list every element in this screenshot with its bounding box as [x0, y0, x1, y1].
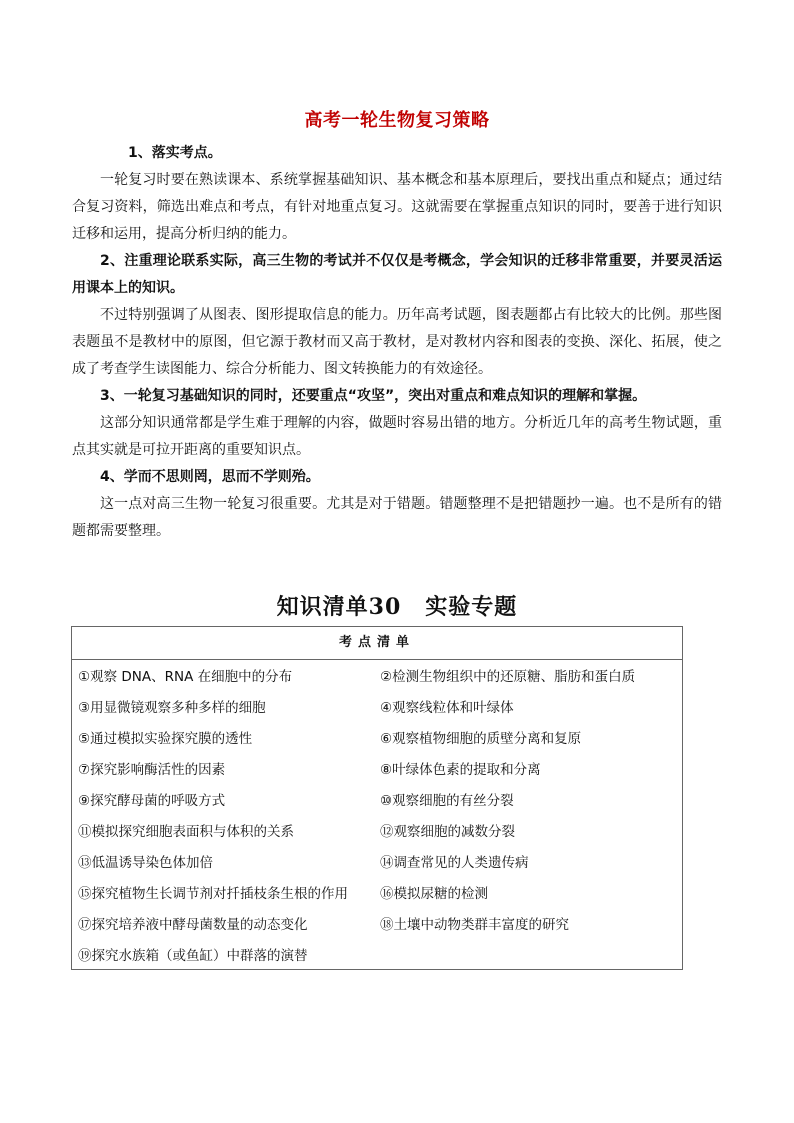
table-cell: ⑫观察细胞的减数分裂 [380, 824, 515, 840]
table-cell: ②检测生物组织中的还原糖、脂肪和蛋白质 [380, 669, 636, 685]
section-4-body: 这一点对高三生物一轮复习很重要。尤其是对于错题。错题整理不是把错题抄一遍。也不是所有的错题都需要整理。 [72, 496, 722, 539]
knowledge-list-table [71, 626, 683, 970]
table-cell: ⑤通过模拟实验探究膜的透性 [78, 731, 253, 747]
table-row [72, 691, 682, 722]
table-cell: ④观察线粒体和叶绿体 [380, 700, 514, 716]
section-1-body: 一轮复习时要在熟读课本、系统掌握基础知识、基本概念和基本原理后，要找出重点和疑点；通过结合复习资料，筛选出难点和考点，有针对地重点复习。这就需要在掌握重点知识的同时，要善于进行知识迁移和运用，提高分析归纳的能力。 [72, 172, 722, 242]
knowledge-list-title-main: 知识清单30 [276, 594, 402, 620]
table-cell: ⑪模拟探究细胞表面积与体积的关系 [78, 824, 294, 840]
knowledge-list-title [0, 590, 794, 621]
table-row [72, 784, 682, 815]
table-cell: ⑱土壤中动物类群丰富度的研究 [380, 917, 569, 933]
knowledge-list-table-header: 考点清单 [72, 627, 682, 660]
section-1-heading-text: 1、落实考点。 [128, 145, 222, 161]
table-row [72, 753, 682, 784]
table-row [72, 908, 682, 939]
table-cell: ⑲探究水族箱（或鱼缸）中群落的演替 [78, 948, 308, 964]
table-cell: ①观察 DNA、RNA 在细胞中的分布 [78, 669, 293, 685]
section-3-heading: 3、一轮复习基础知识的同时，还要重点“攻坚”，突出对重点和难点知识的理解和掌握。 [100, 388, 647, 404]
table-cell: ⑧叶绿体色素的提取和分离 [380, 762, 541, 778]
section-4-heading: 4、学而不思则罔，思而不学则殆。 [100, 469, 320, 485]
table-cell: ⑩观察细胞的有丝分裂 [380, 793, 514, 809]
table-cell: ⑥观察植物细胞的质壁分离和复原 [380, 731, 582, 747]
table-cell: ⑯模拟尿糖的检测 [380, 886, 488, 902]
knowledge-list-title-sub: 实验专题 [425, 594, 518, 620]
table-cell: ③用显微镜观察多种多样的细胞 [78, 700, 266, 716]
table-cell: ⑬低温诱导染色体加倍 [78, 855, 213, 871]
table-cell: ⑭调查常见的人类遗传病 [380, 855, 529, 871]
table-row [72, 846, 682, 877]
section-3-body: 这部分知识通常都是学生难于理解的内容，做题时容易出错的地方。分析近几年的高考生物试题，重点其实就是可拉开距离的重要知识点。 [72, 415, 722, 458]
table-cell: ⑨探究酵母菌的呼吸方式 [78, 793, 226, 809]
section-1-heading [72, 140, 722, 167]
table-cell: ⑰探究培养液中酵母菌数量的动态变化 [78, 917, 308, 933]
section-2-body: 不过特别强调了从图表、图形提取信息的能力。历年高考试题，图表题都占有比较大的比例。那些图表题虽不是教材中的原图，但它源于教材而又高于教材，是对教材内容和图表的变换、深化、拓展，使之成了考查学生读图能力、综合分析能力、图文转换能力的有效途径。 [72, 307, 722, 377]
table-row [72, 722, 682, 753]
table-row [72, 660, 682, 691]
table-cell: ⑮探究植物生长调节剂对扦插枝条生根的作用 [78, 886, 348, 902]
table-row [72, 939, 682, 970]
table-cell: ⑦探究影响酶活性的因素 [78, 762, 226, 778]
table-row [72, 877, 682, 908]
table-row [72, 815, 682, 846]
section-2-heading: 2、注重理论联系实际，高三生物的考试并不仅仅是考概念，学会知识的迁移非常重要，并要灵活运用课本上的知识。 [72, 253, 722, 296]
document-title: 高考一轮生物复习策略 [304, 110, 490, 131]
